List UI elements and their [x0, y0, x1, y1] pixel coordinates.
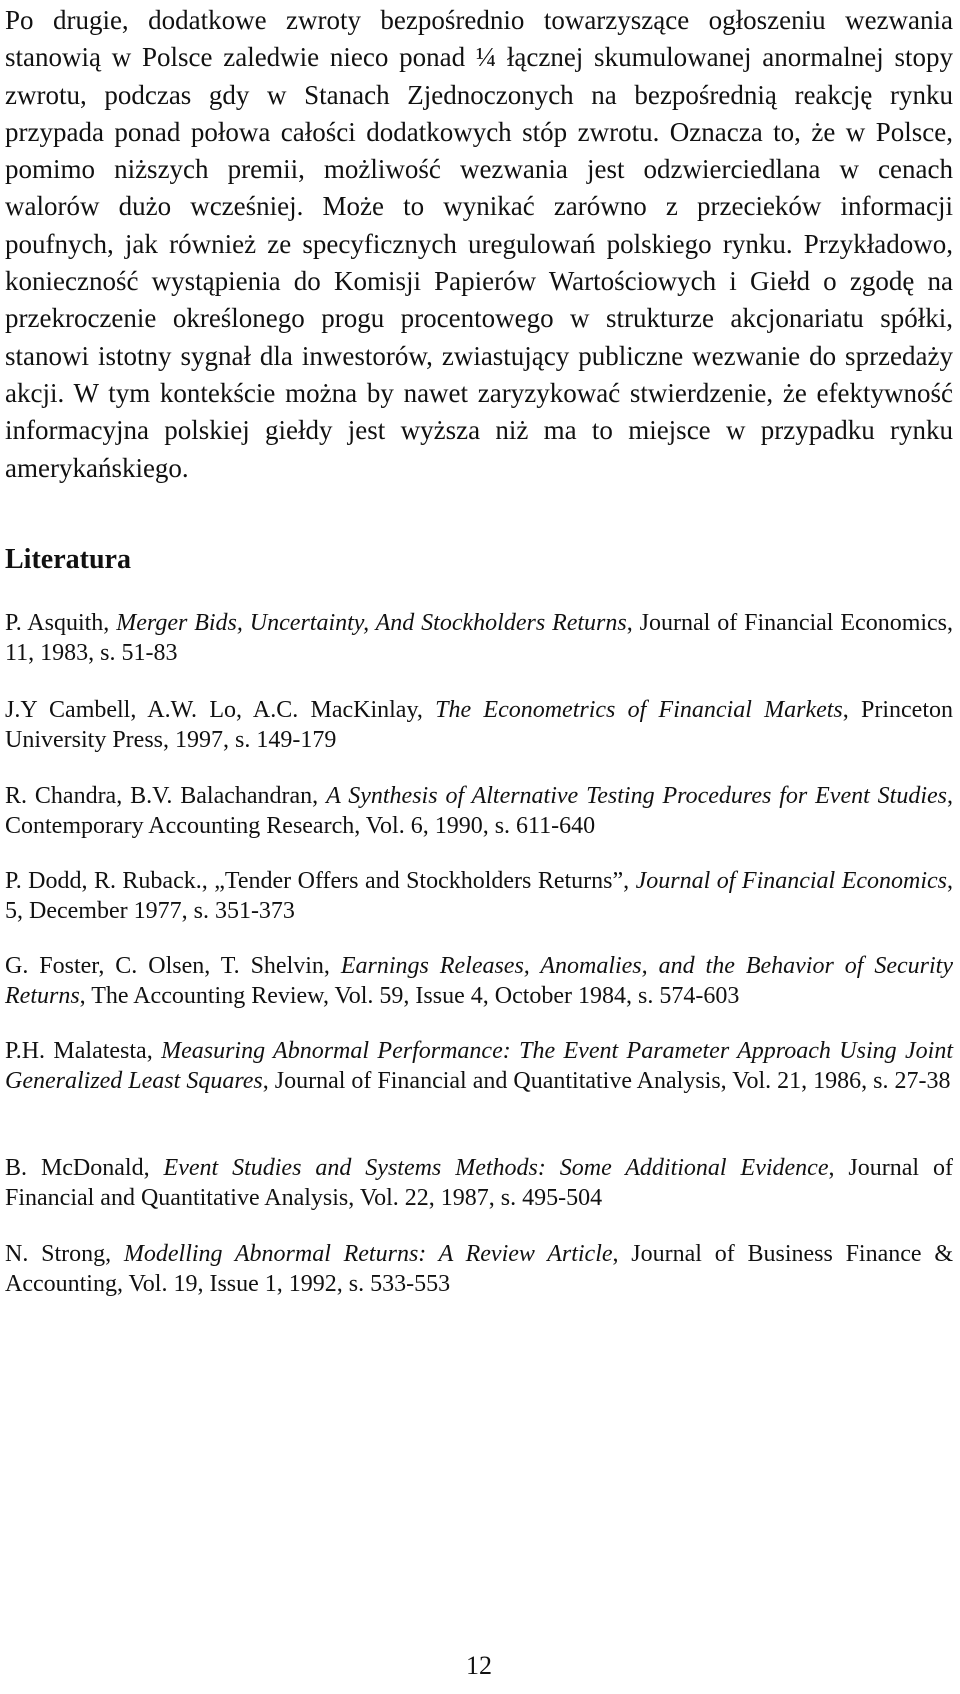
reference-entry — [5, 951, 953, 1011]
reference-authors: P. Dodd, R. Ruback., „Tender Offers and Stockholders Returns”, — [5, 868, 636, 894]
reference-authors: P. Asquith, — [5, 610, 117, 636]
reference-entry — [5, 608, 953, 668]
reference-authors: P.H. Malatesta, — [5, 1038, 162, 1064]
reference-title: Merger Bids, Uncertainty, And Stockholders Returns — [116, 610, 627, 636]
reference-title: A Synthesis of Alternative Testing Procedures for Event Studies — [326, 783, 947, 809]
reference-title: Event Studies and Systems Methods: Some Additional Evidence — [163, 1155, 829, 1181]
reference-entry — [5, 781, 953, 841]
reference-details: , Contemporary Accounting Research, Vol. 6, 1990, s. 611-640 — [5, 783, 953, 839]
reference-authors: R. Chandra, B.V. Balachandran, — [5, 783, 327, 809]
reference-entry — [5, 1153, 953, 1213]
reference-entry — [5, 866, 953, 926]
reference-entry — [5, 1239, 953, 1299]
reference-details: , 5, December 1977, s. 351-373 — [5, 868, 953, 924]
reference-title: Modelling Abnormal Returns: A Review Article — [123, 1241, 613, 1267]
reference-authors: J.Y Cambell, A.W. Lo, A.C. MacKinlay, — [5, 697, 436, 723]
section-heading: Literatura — [5, 544, 131, 575]
reference-authors: B. McDonald, — [5, 1155, 164, 1181]
reference-title: The Econometrics of Financial Markets — [435, 697, 843, 723]
reference-title: Measuring Abnormal Performance: The Event Parameter Approach Using Joint Generalized Least Squares — [5, 1038, 953, 1094]
reference-details: , Journal of Financial and Quantitative Analysis, Vol. 22, 1987, s. 495-504 — [5, 1155, 953, 1211]
body-paragraph: Po drugie, dodatkowe zwroty bezpośrednio towarzyszące ogłoszeniu wezwania stanowią w Polsce zaledwie nieco ponad ¼ łącznej skumulowanej anormalnej stopy zwrotu, podczas gdy w Stanach Zjednoczonych na bezpośrednią reakcję rynku przypada ponad połowa całości dodatkowych stóp zwrotu. Oznacza to, że w Polsce, pomimo niższych premii, możliwość wezwania jest odzwierciedlana w cenach walorów dużo wcześniej. Może to wynikać zarówno z przecieków informacji poufnych, jak również ze specyficznych uregulowań polskiego rynku. Przykładowo, konieczność wystąpienia do Komisji Papierów Wartościowych i Giełd o zgodę na przekroczenie określonego progu procentowego w strukturze akcjonariatu spółki, stanowi istotny sygnał dla inwestorów, zwiastujący publiczne wezwanie do sprzedaży akcji. W tym kontekście można by nawet zaryzykować stwierdzenie, że efektywność informacyjna polskiej giełdy jest wyższa niż ma to miejsce w przypadku rynku amerykańskiego. — [5, 5, 953, 483]
reference-authors: N. Strong, — [5, 1241, 124, 1267]
reference-details: , Journal of Financial and Quantitative Analysis, Vol. 21, 1986, s. 27-38 — [262, 1068, 951, 1094]
reference-details: , Journal of Financial Economics, 11, 1983, s. 51-83 — [5, 610, 954, 666]
reference-authors: G. Foster, C. Olsen, T. Shelvin, — [5, 953, 341, 979]
reference-entry — [5, 1036, 953, 1096]
reference-details: , The Accounting Review, Vol. 59, Issue 4, October 1984, s. 574-603 — [79, 983, 740, 1009]
page-number: 12 — [466, 1651, 492, 1680]
reference-title: Journal of Financial Economics — [635, 868, 947, 894]
reference-details: , Princeton University Press, 1997, s. 149-179 — [5, 697, 953, 753]
reference-details: , Journal of Business Finance & Accounting, Vol. 19, Issue 1, 1992, s. 533-553 — [5, 1241, 953, 1297]
reference-title: Earnings Releases, Anomalies, and the Behavior of Security Returns — [5, 953, 953, 1009]
reference-entry — [5, 695, 953, 755]
